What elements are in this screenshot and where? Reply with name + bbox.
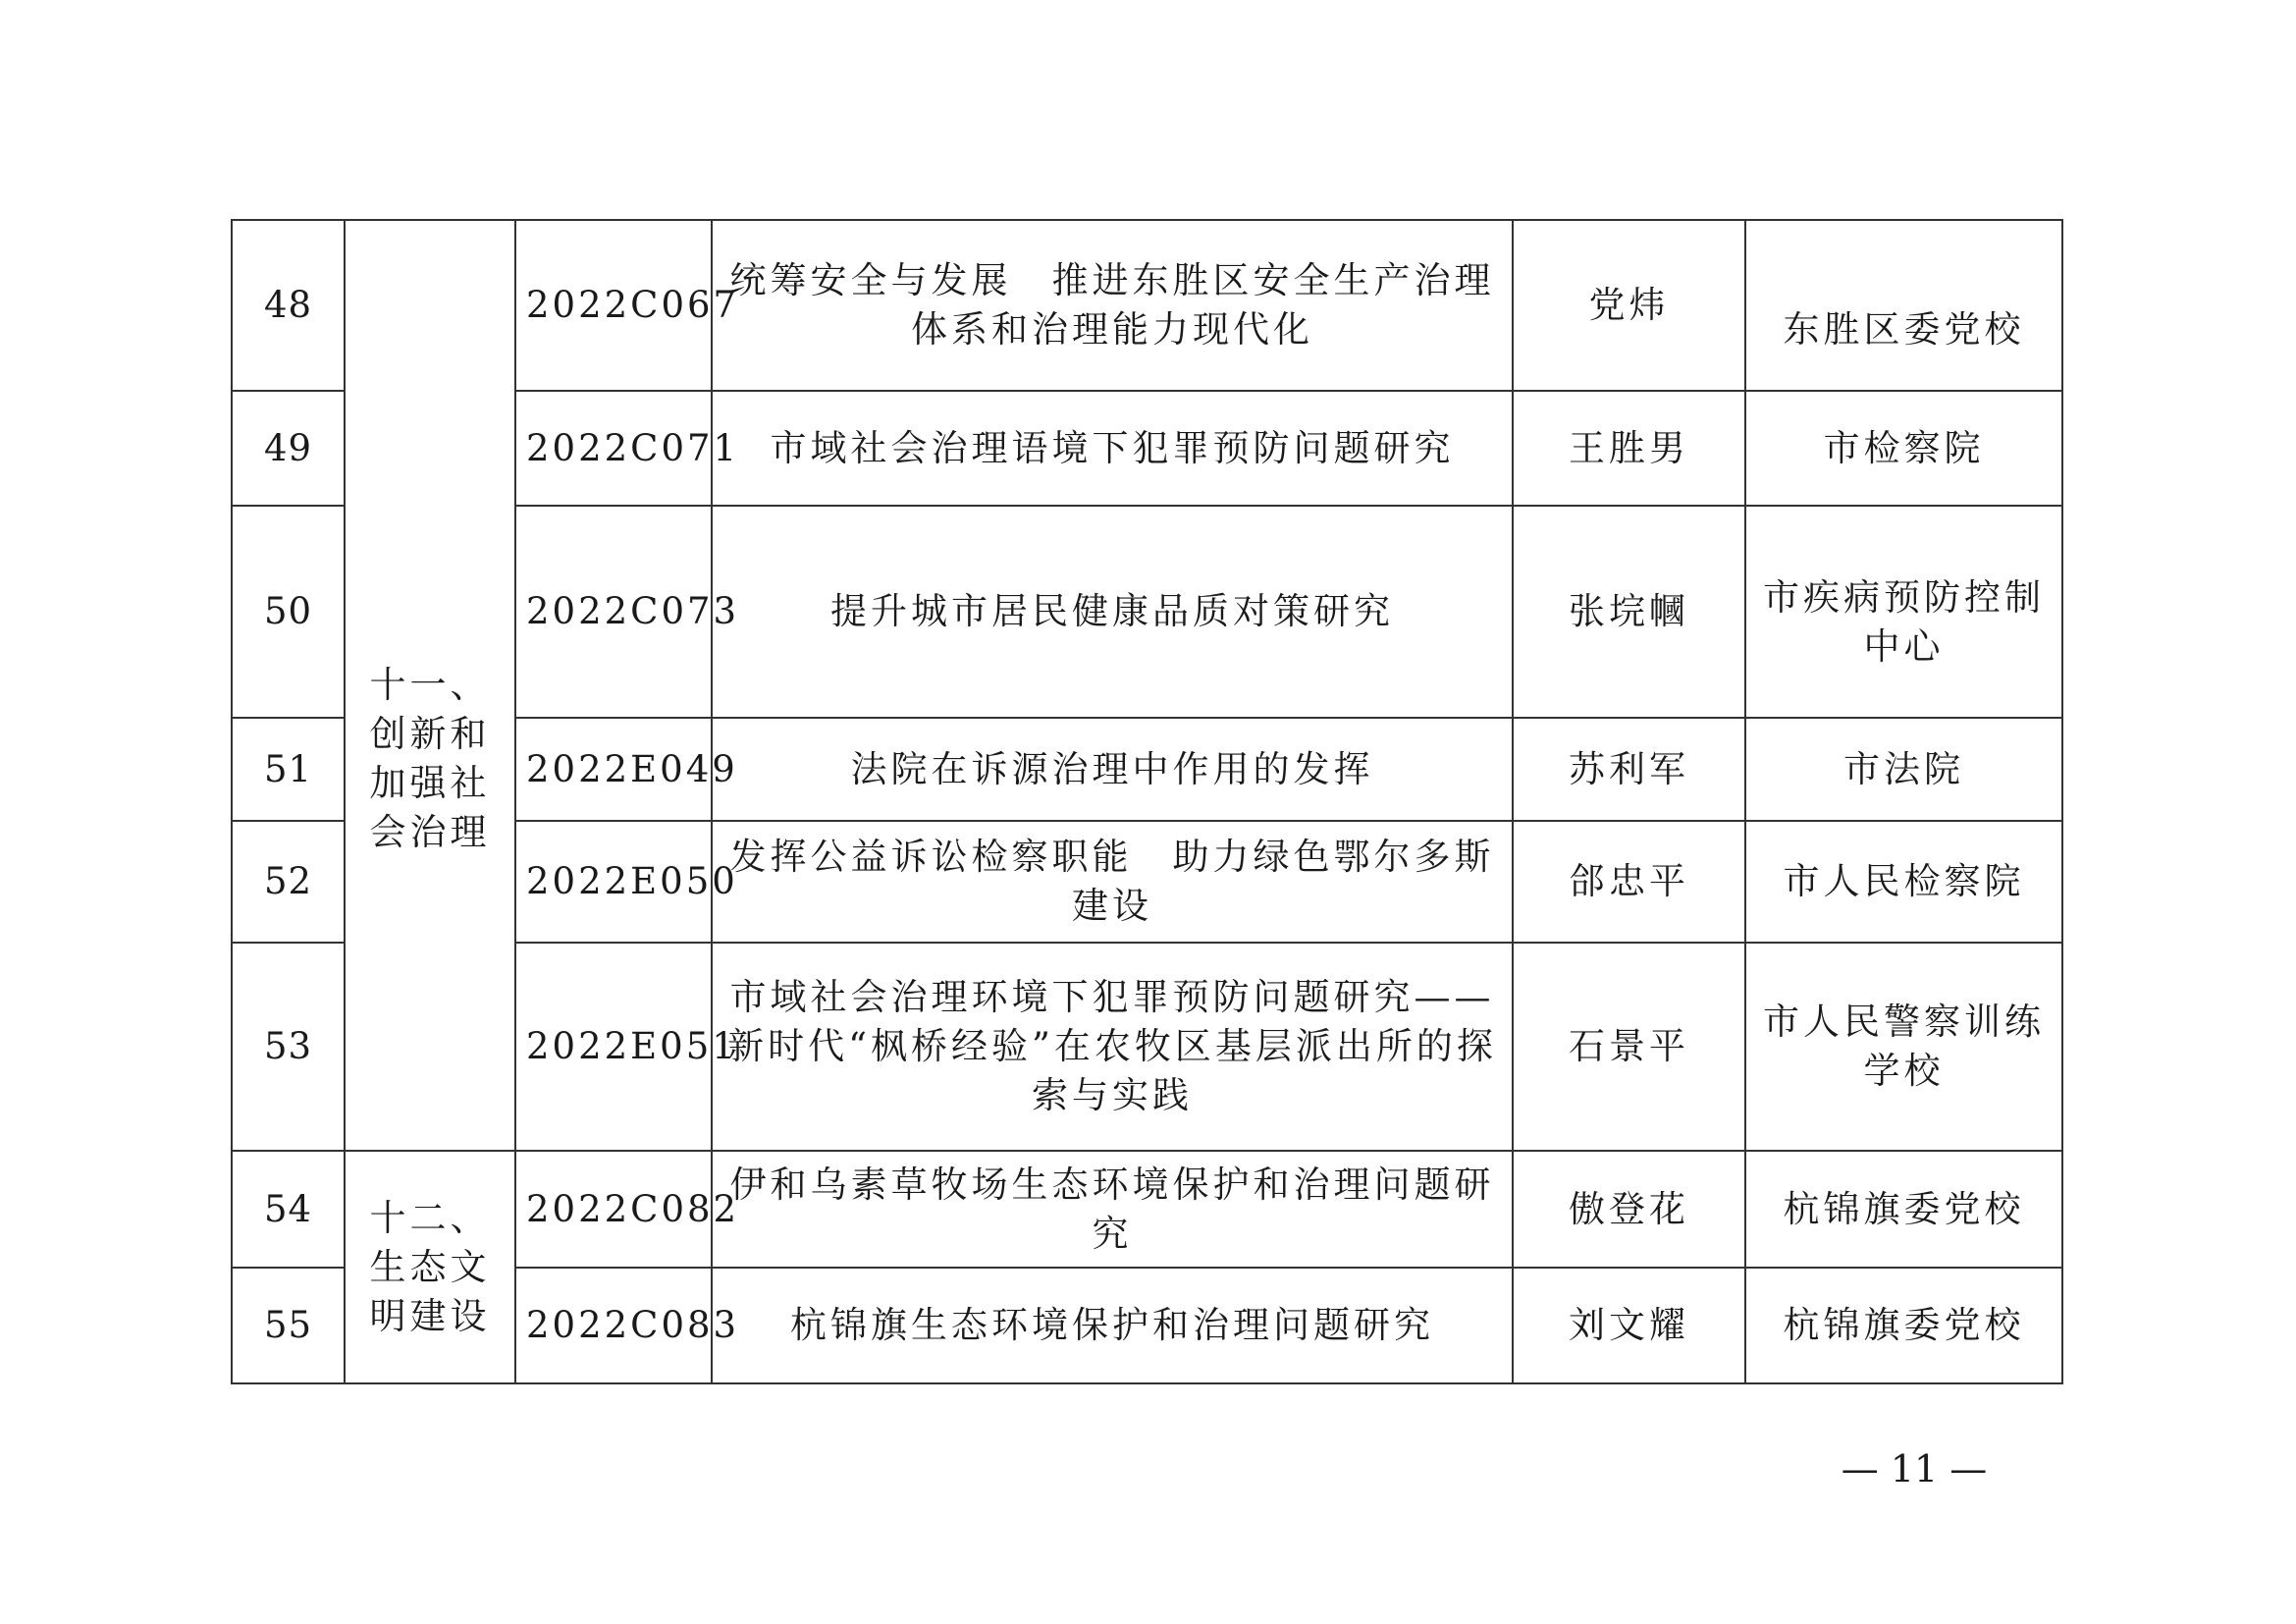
row-number: 51 bbox=[232, 718, 345, 821]
project-code: 2022E050 bbox=[515, 821, 712, 943]
project-code: 2022C073 bbox=[515, 506, 712, 718]
project-leader: 苏利军 bbox=[1513, 718, 1745, 821]
project-leader: 郃忠平 bbox=[1513, 821, 1745, 943]
project-title: 市域社会治理环境下犯罪预防问题研究——新时代“枫桥经验”在农牧区基层派出所的探索与实践 bbox=[712, 943, 1513, 1151]
project-unit: 东胜区委党校 bbox=[1745, 220, 2062, 391]
project-title: 统筹安全与发展 推进东胜区安全生产治理体系和治理能力现代化 bbox=[712, 220, 1513, 391]
project-leader: 党炜 bbox=[1513, 220, 1745, 391]
row-number: 54 bbox=[232, 1151, 345, 1268]
project-unit: 市疾病预防控制中心 bbox=[1745, 506, 2062, 718]
project-title: 市域社会治理语境下犯罪预防问题研究 bbox=[712, 391, 1513, 506]
project-title: 伊和乌素草牧场生态环境保护和治理问题研究 bbox=[712, 1151, 1513, 1268]
row-number: 55 bbox=[232, 1268, 345, 1383]
project-title: 杭锦旗生态环境保护和治理问题研究 bbox=[712, 1268, 1513, 1383]
project-leader: 石景平 bbox=[1513, 943, 1745, 1151]
table-row bbox=[232, 220, 2062, 391]
project-leader: 王胜男 bbox=[1513, 391, 1745, 506]
project-unit: 杭锦旗委党校 bbox=[1745, 1268, 2062, 1383]
row-number: 49 bbox=[232, 391, 345, 506]
project-title: 提升城市居民健康品质对策研究 bbox=[712, 506, 1513, 718]
project-code: 2022C071 bbox=[515, 391, 712, 506]
project-leader: 刘文耀 bbox=[1513, 1268, 1745, 1383]
category-cell: 十一、创新和加强社会治理 bbox=[345, 220, 515, 1151]
project-unit: 市人民警察训练学校 bbox=[1745, 943, 2062, 1151]
row-number: 52 bbox=[232, 821, 345, 943]
project-code: 2022C083 bbox=[515, 1268, 712, 1383]
project-title: 法院在诉源治理中作用的发挥 bbox=[712, 718, 1513, 821]
table-row bbox=[232, 1151, 2062, 1268]
row-number: 48 bbox=[232, 220, 345, 391]
project-unit: 市检察院 bbox=[1745, 391, 2062, 506]
project-code: 2022E049 bbox=[515, 718, 712, 821]
project-code: 2022C067 bbox=[515, 220, 712, 391]
row-number: 50 bbox=[232, 506, 345, 718]
row-number: 53 bbox=[232, 943, 345, 1151]
project-code: 2022E051 bbox=[515, 943, 712, 1151]
project-unit: 杭锦旗委党校 bbox=[1745, 1151, 2062, 1268]
project-code: 2022C082 bbox=[515, 1151, 712, 1268]
project-unit: 市人民检察院 bbox=[1745, 821, 2062, 943]
project-leader: 张垸幗 bbox=[1513, 506, 1745, 718]
project-unit: 市法院 bbox=[1745, 718, 2062, 821]
project-title: 发挥公益诉讼检察职能 助力绿色鄂尔多斯建设 bbox=[712, 821, 1513, 943]
project-leader: 傲登花 bbox=[1513, 1151, 1745, 1268]
project-table bbox=[231, 219, 2063, 1384]
page-number: — 11 — bbox=[1841, 1447, 1988, 1490]
category-cell: 十二、生态文明建设 bbox=[345, 1151, 515, 1383]
